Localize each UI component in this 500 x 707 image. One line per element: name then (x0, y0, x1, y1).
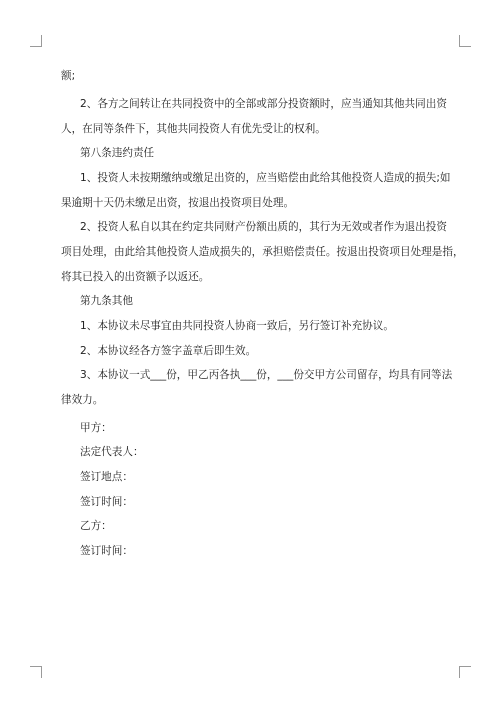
text-line: 将其已投入的出资额予以返还。 (61, 271, 210, 283)
signature-field-label: 甲方： (80, 422, 112, 434)
text-line: 额; (61, 70, 76, 82)
signature-field-label: 签订地点： (80, 471, 133, 483)
text-line: 2、本协议经各方签字盖章后即生效。 (80, 345, 257, 357)
signature-field-label: 乙方： (80, 520, 112, 532)
signature-field-label: 签订时间： (80, 545, 133, 557)
text-line: 2、各方之间转让在共同投资中的全部或部分投资额时，应当通知其他共同出资 (80, 98, 447, 110)
text-line: 2、投资人私自以其在约定共同财产份额出质的，其行为无效或者作为退出投资 (80, 221, 447, 233)
text-line: 3、本协议一式___份，甲乙丙各执___份，___份交甲方公司留存，均具有同等法 (80, 369, 453, 381)
text-line: 1、投资人未按期缴纳或缴足出资的，应当赔偿由此给其他投资人造成的损失;如 (80, 172, 451, 184)
signature-field-label: 法定代表人： (80, 446, 144, 458)
text-line: 项目处理，由此给其他投资人造成损失的，承担赔偿责任。按退出投资项目处理是指， (61, 246, 464, 258)
signature-field-label: 签订时间： (80, 496, 133, 508)
text-line: 律效力。 (61, 394, 104, 406)
section-heading: 第八条违约责任 (80, 147, 155, 159)
text-line: 1、本协议未尽事宜由共同投资人协商一致后，另行签订补充协议。 (80, 320, 394, 332)
text-line: 果逾期十天仍未缴足出资，按退出投资项目处理。 (61, 197, 295, 209)
section-heading: 第九条其他 (80, 295, 133, 307)
text-line: 人，在同等条件下，其他共同投资人有优先受让的权利。 (61, 123, 326, 135)
